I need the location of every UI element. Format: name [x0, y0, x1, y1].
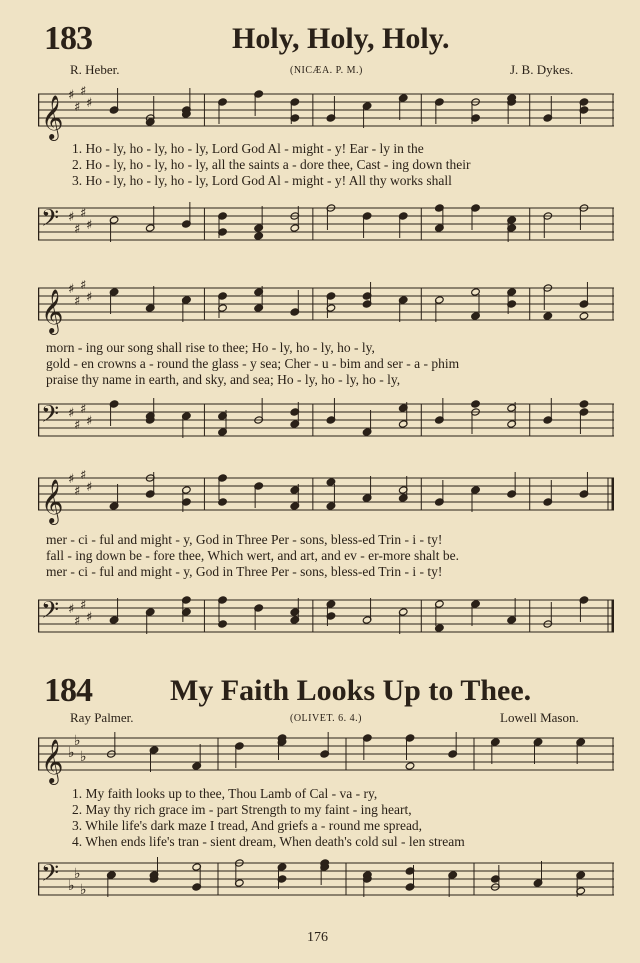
sharp-icon: ♯	[86, 290, 93, 305]
sharp-icon: ♯	[80, 206, 87, 221]
sharp-icon: ♯	[74, 484, 81, 499]
lyric-line: 1. Ho - ly, ho - ly, ho - ly, Lord God Al - might - y! Ear - ly in the	[72, 141, 424, 156]
hymn-composer: J. B. Dykes.	[510, 62, 574, 77]
sharp-icon: ♯	[74, 222, 81, 237]
note-head	[579, 312, 589, 320]
lyric-line: 1. My faith looks up to thee, Thou Lamb of Cal - va - ry,	[72, 786, 378, 801]
treble-clef-icon: 𝄞	[41, 479, 64, 523]
sharp-icon: ♯	[86, 610, 93, 625]
treble-clef-icon: 𝄞	[41, 739, 64, 783]
note-head	[107, 871, 117, 879]
sharp-icon: ♯	[80, 598, 87, 613]
sharp-icon: ♯	[68, 406, 75, 421]
bass-clef-icon: 𝄢	[41, 204, 60, 237]
sharp-icon: ♯	[68, 282, 75, 297]
sharp-icon: ♯	[74, 418, 81, 433]
sharp-icon: ♯	[68, 472, 75, 487]
flat-icon: ♭	[80, 882, 87, 898]
hymn-title: My Faith Looks Up to Thee.	[170, 674, 532, 707]
page-number: 176	[307, 930, 328, 945]
lyric-line: gold - en crowns a - round the glass - y sea; Cher - u - bim and ser - a - phim	[46, 356, 460, 371]
bass-staff	[38, 396, 614, 456]
flat-icon: ♭	[74, 733, 81, 749]
bass-clef-icon: 𝄢	[41, 400, 60, 433]
sharp-icon: ♯	[80, 280, 87, 293]
bass-clef-icon: 𝄢	[41, 596, 60, 629]
sharp-icon: ♯	[86, 414, 93, 429]
bass-staff	[38, 592, 614, 652]
lyric-line: fall - ing down be - fore thee, Which wert, and art, and ev - er-more shalt be.	[46, 548, 459, 563]
sharp-icon: ♯	[74, 100, 81, 115]
treble-staff	[38, 730, 614, 786]
hymn-number: 184	[44, 672, 92, 709]
hymn-composer: Lowell Mason.	[500, 710, 579, 725]
treble-clef-icon: 𝄞	[41, 95, 64, 139]
flat-icon: ♭	[80, 749, 87, 765]
hymn-title: Holy, Holy, Holy.	[232, 22, 450, 55]
lyric-line: 3. Ho - ly, ho - ly, ho - ly, Lord God Al - might - y! All thy works shall	[72, 173, 452, 188]
sharp-icon: ♯	[68, 602, 75, 617]
treble-staff	[38, 280, 614, 340]
sharp-icon: ♯	[86, 480, 93, 495]
lyric-line: 4. When ends life's tran - sient dream, When death's cold sul - len stream	[72, 834, 465, 849]
sharp-icon: ♯	[80, 86, 87, 99]
lyric-line: 2. Ho - ly, ho - ly, ho - ly, all the saints a - dore thee, Cast - ing down their	[72, 157, 471, 172]
sharp-icon: ♯	[68, 88, 75, 103]
bass-clef-icon: 𝄢	[41, 859, 60, 892]
hymn-tune-name: (OLIVET. 6. 4.)	[290, 713, 363, 724]
note-head	[543, 312, 553, 320]
flat-icon: ♭	[68, 745, 75, 761]
note-head	[405, 762, 415, 770]
sharp-icon: ♯	[74, 294, 81, 309]
hymn-author: R. Heber.	[70, 62, 120, 77]
sharp-icon: ♯	[80, 470, 87, 483]
lyric-line: praise thy name in earth, and sky, and sea; Ho - ly, ho - ly, ho - ly,	[46, 372, 401, 387]
treble-clef-icon: 𝄞	[41, 289, 64, 333]
sharp-icon: ♯	[68, 210, 75, 225]
sharp-icon: ♯	[86, 96, 93, 111]
lyric-line: mer - ci - ful and might - y, God in Three Per - sons, bless-ed Trin - i - ty!	[46, 532, 443, 547]
bass-staff	[38, 200, 614, 260]
lyric-line: 3. While life's dark maze I tread, And griefs a - round me spread,	[72, 818, 423, 833]
lyric-line: morn - ing our song shall rise to thee; Ho - ly, ho - ly, ho - ly,	[46, 340, 375, 355]
note-head	[579, 400, 589, 408]
hymn-tune-name: (NICÆA. P. M.)	[290, 65, 363, 76]
note-head	[182, 296, 192, 304]
hymn-number: 183	[44, 20, 92, 57]
lyric-line: 2. May thy rich grace im - part Strength to my faint - ing heart,	[72, 802, 412, 817]
treble-staff	[38, 470, 614, 530]
note-head	[362, 494, 372, 502]
treble-staff	[38, 86, 614, 146]
flat-icon: ♭	[74, 866, 81, 882]
sharp-icon: ♯	[86, 218, 93, 233]
sharp-icon: ♯	[80, 402, 87, 417]
flat-icon: ♭	[68, 878, 75, 894]
note-head	[254, 232, 264, 240]
lyric-line: mer - ci - ful and might - y, God in Three Per - sons, bless-ed Trin - i - ty!	[46, 564, 443, 579]
bass-staff	[38, 855, 614, 911]
sharp-icon: ♯	[74, 614, 81, 629]
hymn-author: Ray Palmer.	[70, 710, 134, 725]
note-head	[471, 400, 481, 408]
